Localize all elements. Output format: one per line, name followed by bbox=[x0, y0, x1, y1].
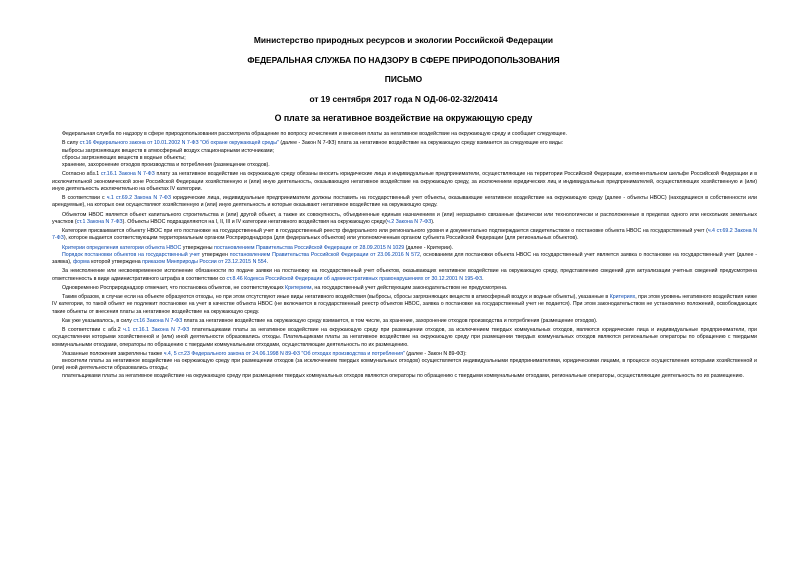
paragraph-law-89: Указанные положения закреплены также ч.4, 5 ст.23 Федерального закона от 24.06.1998 N 89-ФЗ "Об отходах производства и потребления" (далее - Закон N 89-ФЗ): bbox=[62, 350, 467, 357]
paragraph-registration: В соответствии с ч.1 ст.69.2 Закона N 7-ФЗ юридические лица, индивидуальные предприниматели должны поставить на государственный учет объекты, оказывающие негативное воздействие на окружающую среду (далее - объекты НВОС) (находящиеся в собственности или арендуемые), на которых они осуществляют хозяйственную и (или) иную деятельность и которые оказывают негативное воздействие на окружающую среду. bbox=[52, 195, 757, 209]
law-link[interactable]: ч.4 ст.69.2 Закона N 7-ФЗ bbox=[52, 228, 757, 242]
document-date-number: от 19 сентября 2017 года N ОД-06-02-32/20414 bbox=[309, 94, 498, 104]
letter-body bbox=[52, 131, 757, 380]
list-item: хранение, захоронение отходов производства и потребления (размещение отходов). bbox=[62, 162, 270, 168]
paragraph-category: Категория присваивается объекту НВОС при его постановке на государственный учет в государственный реестр федерального или регионального уровня и документально подтверждается свидетельством о постановке объекта НВОС на государственный учет (ч.4 ст.69.2 Закона N 7-ФЗ), которое выдается соответствующим территориальным органом Росприроднадзора (для федеральных объектов) или уполномоченным органом субъекта Российской Федерации (для региональных объектов). bbox=[52, 228, 757, 242]
service-heading: ФЕДЕРАЛЬНАЯ СЛУЖБА ПО НАДЗОРУ В СФЕРЕ ПРИРОДОПОЛЬЗОВАНИЯ bbox=[247, 55, 560, 65]
paragraph-intro: Федеральная служба по надзору в сфере природопользования рассмотрела обращение по вопросу исчисления и внесения платы за негативное воздействие на окружающую среду и сообщает следующее. bbox=[62, 131, 567, 137]
law-link[interactable]: ч.2 Закона N 7-ФЗ bbox=[387, 218, 432, 225]
paragraph-fee-types: В силу ст.16 Федерального закона от 10.01.2002 N 7-ФЗ "Об охране окружающей среды" (далее - Закон N 7-ФЗ) плата за негативное воздействие на окружающую среду взимается за следующие его виды: bbox=[62, 140, 564, 147]
paragraph-payers: Согласно абз.1 ст.16.1 Закона N 7-ФЗ плату за негативное воздействие на окружающую среду обязаны вносить юридические лица и индивидуальные предприниматели, осуществляющие на территории Российской Федерации, континентальном шельфе Российской Федерации и в исключительной экономической зоне Российской Федерации хозяйственную и (или) иную деятельность, оказывающую негативное воздействие на окружающую среду, за исключением юридических лиц и индивидуальных предпринимателей, осуществляющих хозяйственную и (или) иную деятельность исключительно на объектах IV категории. bbox=[52, 171, 758, 192]
law-link[interactable]: Федерального закона от 24.06.1998 N 89-ФЗ "Об отходах производства и потребления" bbox=[191, 350, 405, 357]
law-link[interactable]: ст.8.46 Кодекса Российской Федерации об административных правонарушениях от 30.12.2001 N 195-ФЗ bbox=[226, 275, 483, 282]
paragraph-liability: За неисполнение или несвоевременное исполнение обязанности по подаче заявки на постановку на государственный учет объектов, оказывающих негативное воздействие на окружающую среду, представлению сведений для актуализации учетных сведений предусмотрена ответственность в виде административного штрафа в соответствии со ст.8.46 Кодекса Российской Федерации об административных правонарушениях от 30.12.2001 N 195-ФЗ. bbox=[52, 268, 757, 282]
paragraph-waste-only: Таким образом, в случае если на объекте образуются отходы, но при этом отсутствуют иные виды негативного воздействия (выбросы, сбросы загрязняющих веществ в атмосферный воздух и водные объекты), указанные в Критериях, при этом уровень негативного воздействия ниже IV категории, то такой объект не подлежит постановке на учет в качестве объекта НВОС (не включается в государственный реестр объектов НВОС, заявка о постановке на государственный учет не подается). При этом законодательством не установлено положений, освобождающих такие объекты от внесения платы за негативное воздействие на окружающую среду. bbox=[52, 294, 758, 315]
ministry-heading: Министерство природных ресурсов и экологии Российской Федерации bbox=[253, 35, 554, 45]
law-link[interactable]: ст.16 Федерального закона от 10.01.2002 N 7-ФЗ "Об охране окружающей среды" bbox=[79, 140, 279, 147]
law-link[interactable]: ст.16.1 Закона N 7-ФЗ bbox=[100, 171, 155, 178]
law-link[interactable]: ст.16 Закона N 7-ФЗ bbox=[133, 317, 183, 324]
list-item: выбросы загрязняющих веществ в атмосферный воздух стационарными источниками; bbox=[62, 147, 274, 154]
law-link[interactable]: постановлением Правительства Российской Федерации от 23.06.2016 N 572 bbox=[229, 251, 420, 258]
paragraph-criteria: Критерии определения категории объекта НВОС утверждены постановлением Правительства Российской Федерации от 28.09.2015 N 1029 (далее - Критерии). bbox=[62, 244, 454, 251]
paragraph-object-definition: Объектом НВОС является объект капитального строительства и (или) другой объект, а также их совокупность, объединенные единым назначением и (или) неразрывно связанные физически или технологически и расположенные в пределах одного или нескольких земельных участков (ст.1 Закона N 7-ФЗ). Объекты НВОС подразделяются на I, II, III и IV категории негативного воздействия на окружающую среду(ч.2 Закона N 7-ФЗ). bbox=[52, 211, 757, 225]
document-type: ПИСЬМО bbox=[384, 74, 423, 84]
law-link[interactable]: ч.1 ст.16.1 Закона N 7-ФЗ bbox=[123, 327, 190, 333]
paragraph-fee-waste: Как уже указывалось, в силу ст.16 Закона N 7-ФЗ плата за негативное воздействие на окружающую среду взимается, в том числе, за хранение, захоронение отходов производства и потребления (размещение отходов). bbox=[62, 317, 598, 324]
paragraph-waste-payers: В соответствии с абз.2 ч.1 ст.16.1 Закона N 7-ФЗ плательщиками платы за негативное воздействие на окружающую среду при размещении отходов, за исключением твердых коммунальных отходов, являются юридические лица и индивидуальные предприниматели, при осуществлении которыми хозяйственной и (или) иной деятельности образовались отходы. Плательщиками платы за негативное воздействие на окружающую среду при размещении твердых коммунальных отходов являются региональные операторы по обращению с твердыми коммунальными отходами, операторы по обращению с твердыми коммунальными отходами, осуществляющие деятельность по их размещению. bbox=[52, 327, 757, 348]
law-link[interactable]: Критериям bbox=[285, 284, 312, 291]
law-link[interactable]: постановлением Правительства Российской Федерации от 28.09.2015 N 1029 bbox=[214, 244, 405, 251]
law-link[interactable]: форма bbox=[72, 259, 90, 265]
law-link[interactable]: ч.1 ст.69.2 Закона N 7-ФЗ bbox=[106, 195, 172, 201]
list-item: сбросы загрязняющих веществ в водные объекты; bbox=[62, 154, 186, 161]
law-link[interactable]: приказом Минприроды России от 23.12.2015 N 554 bbox=[142, 259, 267, 265]
law-link[interactable]: Порядок постановки объектов на государственный учет bbox=[62, 251, 201, 258]
document-title: О плате за негативное воздействие на окружающую среду bbox=[274, 113, 533, 123]
paragraph-payers-msw: плательщиками платы за негативное воздействие на окружающую среду при размещении твердых коммунальных отходов являются операторы по обращению с твердыми коммунальными отходами, региональные операторы, осуществляющие деятельность по их размещению. bbox=[62, 372, 744, 379]
paragraph-note: Одновременно Росприроднадзор отмечает, что постановка объектов, не соответствующих Критериям, на государственный учет действующим законодательством не предусмотрена. bbox=[62, 284, 508, 291]
paragraph-payers-waste: вносители платы за негативное воздействие на окружающую среду при размещении отходов (за исключением твердых коммунальных отходов) осуществляется индивидуальными предпринимателями, юридическими лицами, в процессе осуществления которыми хозяйственной и (или) иной деятельности образовались отходы; bbox=[52, 358, 757, 372]
paragraph-procedure: Порядок постановки объектов на государственный учет утвержден постановлением Правительства Российской Федерации от 23.06.2016 N 572, основанием для постановки объекта НВОС на государственный учет является заявка о постановке на государственный учет (далее - заявка), форма которой утверждена приказом Минприроды России от 23.12.2015 N 554. bbox=[52, 251, 757, 265]
law-link[interactable]: ст.1 Закона N 7-ФЗ bbox=[76, 218, 123, 225]
law-link[interactable]: ч.4, 5 ст.23 bbox=[163, 350, 190, 357]
law-link[interactable]: Критерии определения категории объекта НВОС bbox=[62, 244, 182, 251]
law-link[interactable]: Критериях bbox=[609, 294, 636, 300]
